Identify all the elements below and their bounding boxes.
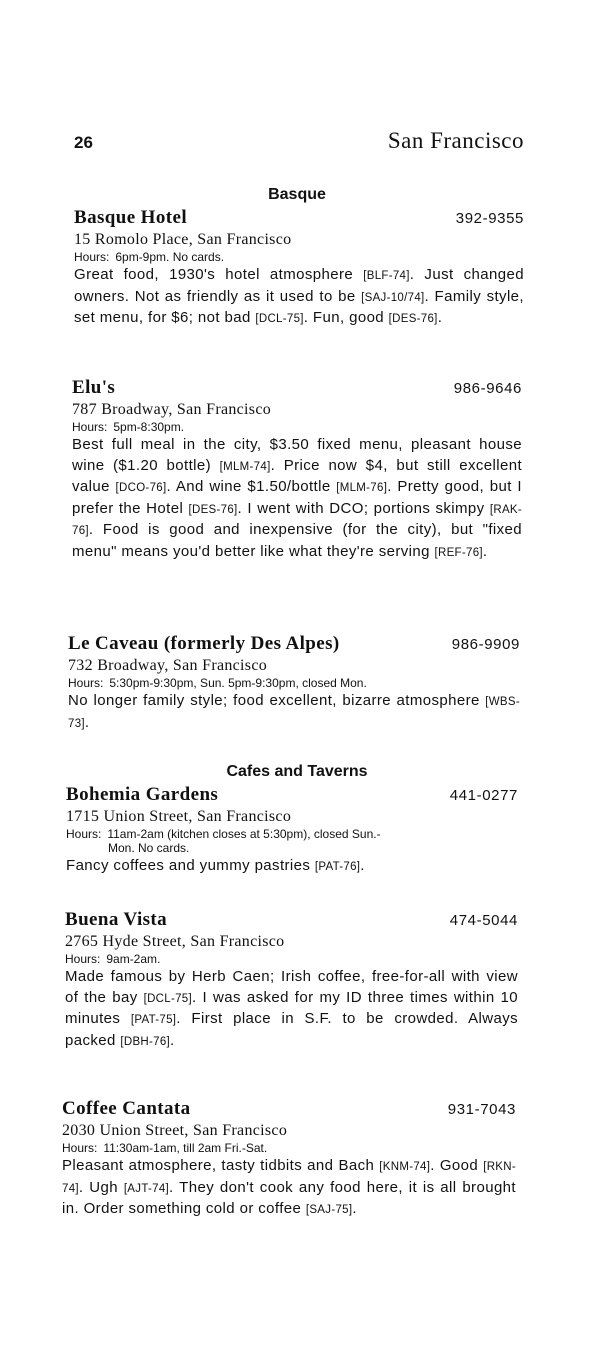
restaurant-entry (72, 377, 522, 563)
review-text: . Food is good and inexpensive (for the city), but "fixed menu" means you'd better like what they're serving (72, 521, 522, 560)
restaurant-name: Bohemia Gardens (66, 784, 219, 805)
review-text: . (170, 1031, 175, 1049)
review-text: No longer family style; food excellent, bizarre atmosphere (68, 692, 486, 709)
page-city-heading: San Francisco (387, 128, 524, 153)
reviewer-citation: [AJT-74] (123, 1182, 170, 1195)
restaurant-phone: 986-9909 (451, 636, 520, 653)
reviewer-citation: [PAT-75] (130, 1014, 177, 1026)
restaurant-phone: 392-9355 (455, 210, 524, 227)
restaurant-hours: Hours: 6pm-9pm. No cards. (74, 250, 225, 264)
review-text: . Pretty good, but I prefer the Hotel (72, 478, 522, 517)
restaurant-hours: Hours: 11am-2am (kitchen closes at 5:30pm), closed Sun.- Mon. No cards. (66, 827, 381, 855)
reviewer-citation: [MLM-74] (219, 460, 271, 473)
review-text: . And wine $1.50/bottle (166, 478, 337, 495)
section-heading-basque: Basque (268, 186, 326, 203)
reviewer-citation: [BLF-74] (363, 270, 410, 282)
reviewer-citation: [RAK-76] (72, 503, 523, 537)
restaurant-review (68, 691, 520, 734)
review-text: . (352, 1200, 357, 1217)
review-text: . (482, 542, 488, 560)
restaurant-name: Le Caveau (formerly Des Alpes) (68, 633, 340, 654)
review-text: . (360, 857, 365, 874)
restaurant-review (65, 967, 518, 1052)
section-heading-cafes-and-taverns: Cafes and Taverns (226, 763, 368, 780)
reviewer-citation: [SAJ-75] (305, 1204, 353, 1216)
restaurant-address: 15 Romolo Place, San Francisco (74, 231, 292, 248)
restaurant-name: Elu's (72, 377, 116, 398)
review-text: . (84, 713, 90, 731)
restaurant-entry (65, 909, 518, 1052)
review-text: . Family style, set menu, for $6; not bad (74, 287, 524, 326)
restaurant-entry (62, 1098, 516, 1221)
restaurant-name: Coffee Cantata (62, 1098, 191, 1119)
review-text: Great food, 1930's hotel atmosphere (74, 266, 364, 283)
review-text: . Good (430, 1157, 484, 1174)
restaurant-phone: 441-0277 (449, 787, 518, 804)
restaurant-review (62, 1156, 516, 1221)
review-text: . (437, 309, 443, 326)
restaurant-phone: 931-7043 (447, 1101, 516, 1118)
review-text: . Just changed owners. Not as friendly as it used to be (74, 266, 524, 305)
reviewer-citation: [RKN-74] (62, 1161, 517, 1195)
reviewer-citation: [KNM-74] (379, 1161, 431, 1173)
restaurant-address: 2030 Union Street, San Francisco (62, 1122, 288, 1139)
review-text: . Price now $4, but still excellent value (72, 456, 523, 495)
reviewer-citation: [DBH-76] (120, 1035, 171, 1048)
restaurant-phone: 986-9646 (453, 380, 522, 397)
restaurant-review (66, 856, 518, 878)
restaurant-entry (66, 784, 518, 878)
review-text: . Fun, good (303, 309, 389, 326)
reviewer-citation: [SAJ-10/74] (361, 291, 425, 304)
restaurant-hours: Hours: 5:30pm-9:30pm, Sun. 5pm-9:30pm, closed Mon. (68, 676, 367, 690)
restaurant-entry (68, 633, 520, 734)
restaurant-hours: Hours: 5pm-8:30pm. (72, 420, 185, 434)
reviewer-citation: [DES-76] (388, 313, 438, 325)
review-text: . First place in S.F. to be crowded. Always packed (65, 1010, 519, 1049)
restaurant-review (74, 265, 524, 330)
reviewer-citation: [DCO-76] (115, 482, 167, 494)
review-text: . I was asked for my ID three times within 10 minutes (65, 988, 518, 1027)
review-text: Made famous by Herb Caen; Irish coffee, free-for-all with view of the bay (65, 968, 518, 1006)
review-text: Best full meal in the city, $3.50 fixed menu, pleasant house wine ($1.20 bottle) (72, 436, 522, 474)
restaurant-name: Buena Vista (65, 909, 168, 930)
reviewer-citation: [DCL-75] (255, 313, 304, 325)
restaurant-review (72, 435, 522, 563)
reviewer-citation: [PAT-76] (314, 861, 361, 873)
review-text: . I went with DCO; portions skimpy (237, 499, 490, 517)
restaurant-hours: Hours: 9am-2am. (65, 952, 161, 966)
restaurant-entry (74, 207, 524, 330)
page-number: 26 (74, 133, 93, 152)
restaurant-address: 2765 Hyde Street, San Francisco (65, 933, 285, 950)
restaurant-phone: 474-5044 (449, 912, 518, 929)
review-text: . Ugh (78, 1178, 124, 1196)
reviewer-citation: [MLM-76] (336, 482, 388, 494)
reviewer-citation: [WBS-73] (68, 696, 520, 730)
restaurant-address: 732 Broadway, San Francisco (68, 657, 268, 674)
restaurant-name: Basque Hotel (74, 207, 188, 228)
restaurant-hours: Hours: 11:30am-1am, till 2am Fri.-Sat. (62, 1141, 268, 1155)
reviewer-citation: [REF-76] (434, 546, 483, 559)
restaurant-address: 1715 Union Street, San Francisco (66, 808, 292, 825)
review-text: . They don't cook any food here, it is all brought in. Order something cold or coffee (62, 1178, 516, 1217)
review-text: Fancy coffees and yummy pastries (66, 857, 315, 874)
review-text: Pleasant atmosphere, tasty tidbits and Bach (62, 1157, 380, 1174)
reviewer-citation: [DES-76] (188, 503, 238, 516)
reviewer-citation: [DCL-75] (143, 992, 192, 1005)
restaurant-address: 787 Broadway, San Francisco (72, 401, 272, 418)
